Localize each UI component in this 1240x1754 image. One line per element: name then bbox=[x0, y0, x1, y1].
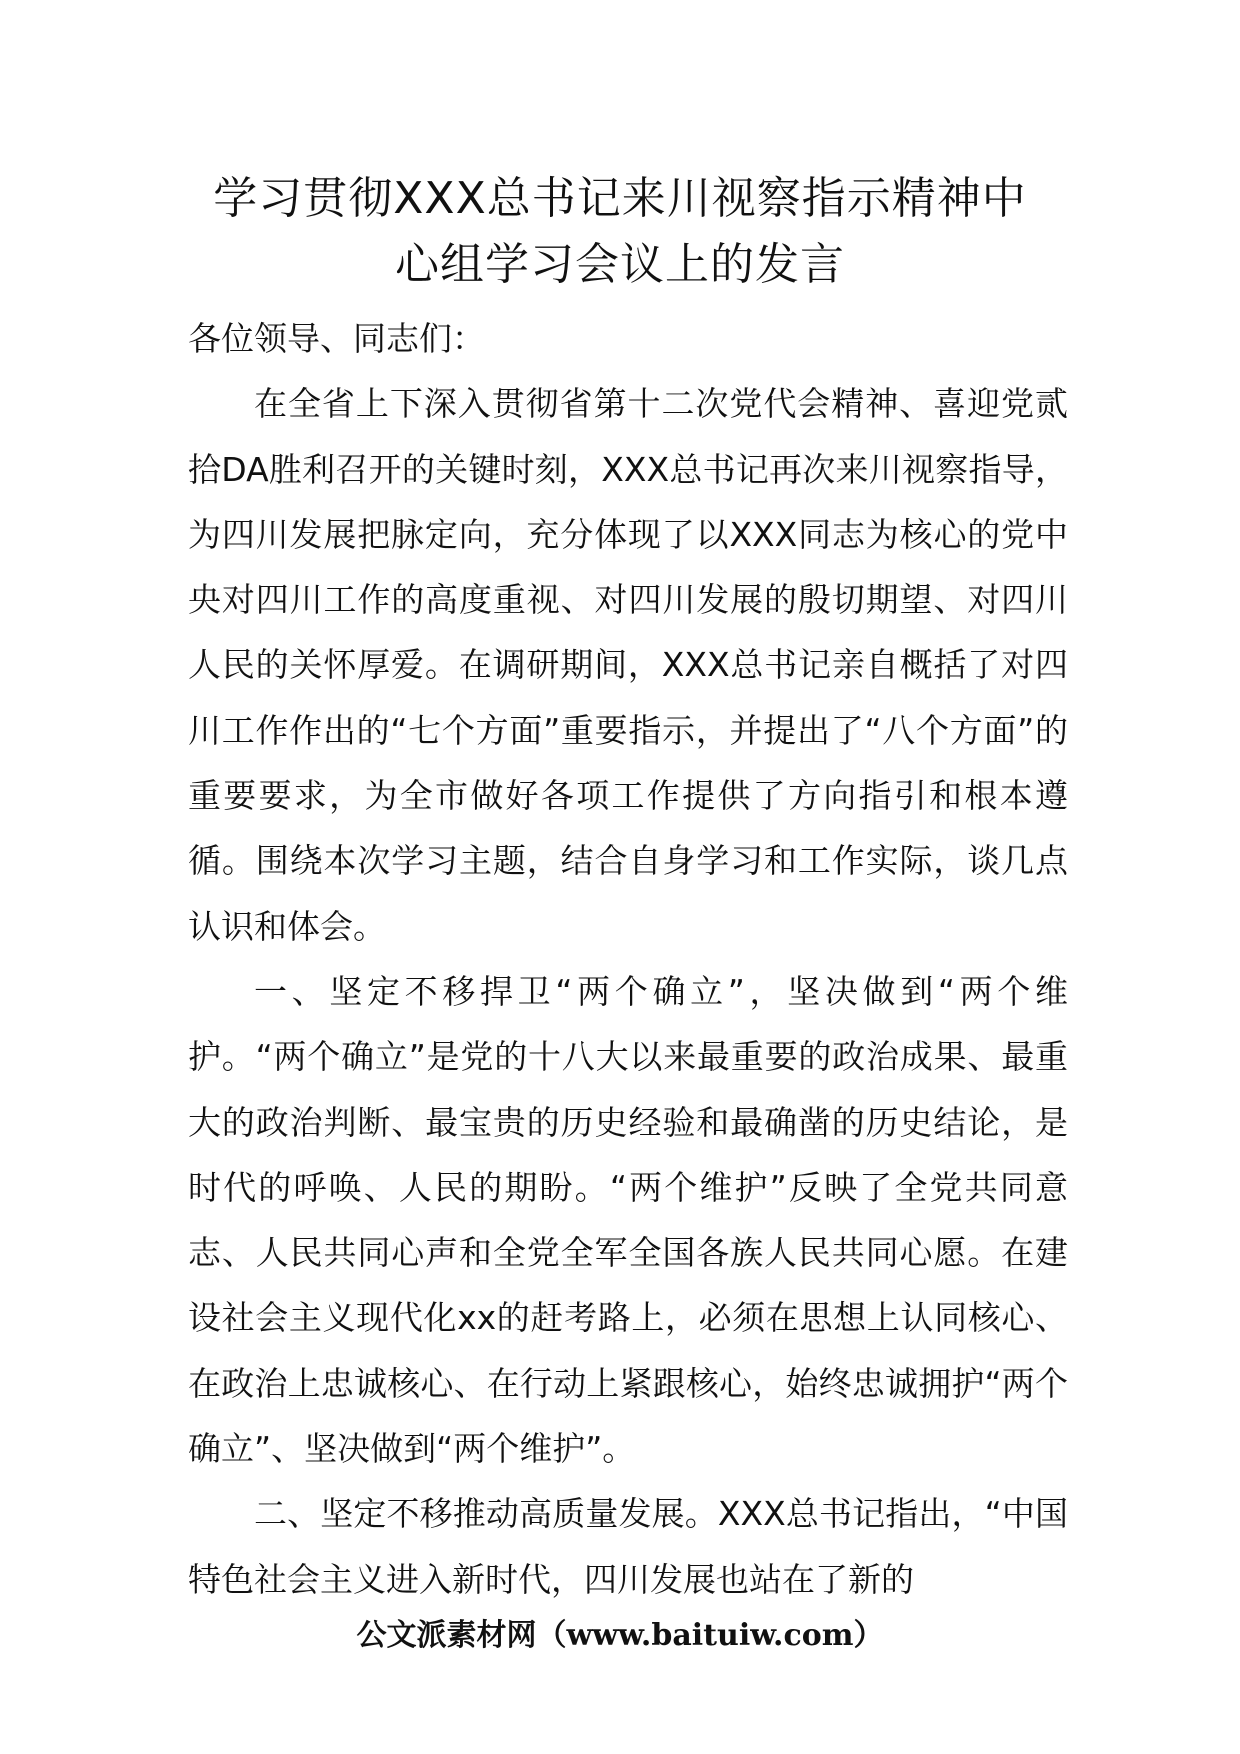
paragraph-intro: 在全省上下深入贯彻省第十二次党代会精神、喜迎党贰拾DA胜利召开的关键时刻，XXX总书记再次来川视察指导，为四川发展把脉定向，充分体现了以XXX同志为核心的党中央对四川工作的高度重视、对四川发展的殷切期望、对四川人民的关怀厚爱。在调研期间，XXX总书记亲自概括了对四川工作作出的“七个方面”重要指示，并提出了“八个方面”的重要要求，为全市做好各项工作提供了方向指引和根本遵循。围绕本次学习主题，结合自身学习和工作实际，谈几点认识和体会。 bbox=[188, 384, 1068, 946]
document-body bbox=[188, 306, 1068, 1612]
document-title-line-1: 学习贯彻XXX总书记来川视察指示精神中 bbox=[213, 173, 1027, 224]
document-title-line-2: 心组学习会议上的发言 bbox=[395, 239, 845, 290]
paragraph-section-1: 一、坚定不移捍卫“两个确立”，坚决做到“两个维护。“两个确立”是党的十八大以来最重要的政治成果、最重大的政治判断、最宝贵的历史经验和最确凿的历史结论，是时代的呼唤、人民的期盼。“两个维护”反映了全党共同意志、人民共同心声和全党全军全国各族人民共同心愿。在建设社会主义现代化xx的赶考路上，必须在思想上认同核心、在政治上忠诚核心、在行动上紧跟核心，始终忠诚拥护“两个确立”、坚决做到“两个维护”。 bbox=[188, 971, 1068, 1469]
salutation: 各位领导、同志们： bbox=[188, 319, 485, 358]
paragraph-section-2: 二、坚定不移推动高质量发展。XXX总书记指出，“中国特色社会主义进入新时代，四川发展也站在了新的 bbox=[188, 1494, 1068, 1599]
footer-watermark: 公文派素材网（www.baituiw.com） bbox=[356, 1618, 884, 1653]
